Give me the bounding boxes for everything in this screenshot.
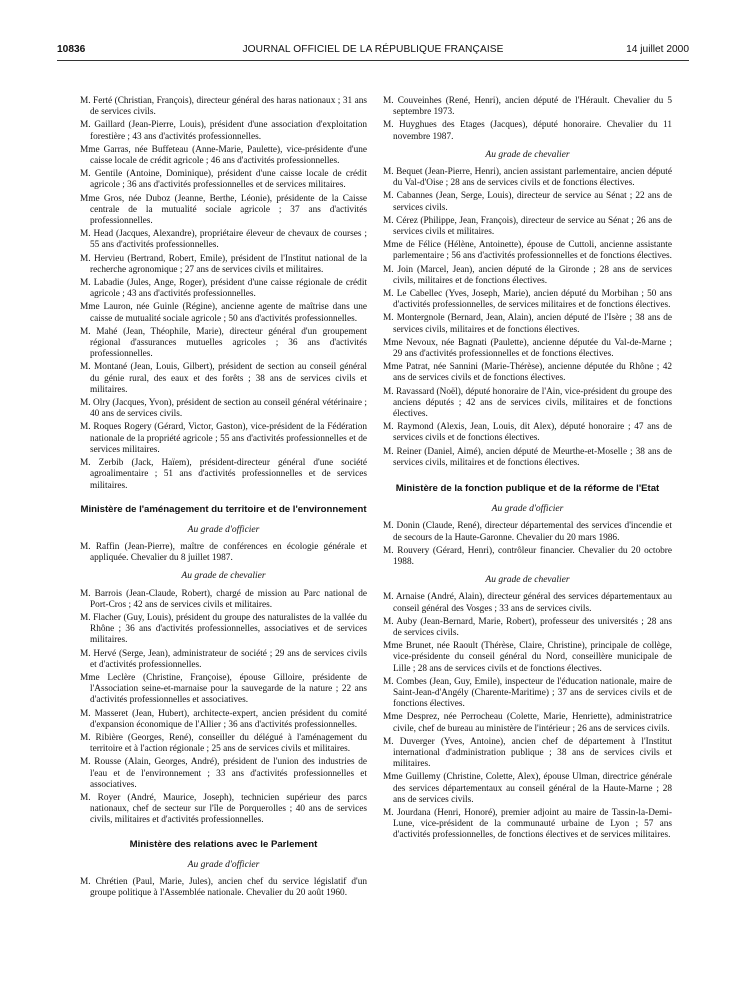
decoration-entry: M. Barrois (Jean-Claude, Robert), chargé de mission au Parc national de Port-Cros ; 42 ans de services civils et militaires. — [80, 588, 367, 610]
entry-list — [80, 542, 367, 564]
decoration-entry: M. Join (Marcel, Jean), ancien député de la Gironde ; 28 ans de services civils, militaires et de fonctions électives. — [383, 264, 672, 286]
decoration-entry: M. Royer (André, Maurice, Joseph), technicien supérieur des parcs nationaux, chef de secteur sur l'île de Porquerolles ; 40 ans de services civils, militaires et d'activités professionnelles. — [80, 792, 367, 826]
right-column — [383, 96, 672, 844]
decoration-entry: M. Le Cabellec (Yves, Joseph, Marie), ancien député du Morbihan ; 50 ans d'activités professionnelles, de services militaires et de fonctions électives. — [383, 289, 672, 311]
entry-list — [80, 877, 367, 899]
journal-title: JOURNAL OFFICIEL DE LA RÉPUBLIQUE FRANÇAISE — [242, 44, 504, 55]
decoration-entry: Mme Garras, née Buffeteau (Anne-Marie, Paulette), vice-présidente d'une caisse locale de crédit agricole ; 46 ans d'activités professionnelles. — [80, 144, 367, 167]
decoration-entry: M. Mahé (Jean, Théophile, Marie), directeur général d'un groupement régional d'assurances mutuelles agricoles ; 36 ans d'activités professionnelles. — [80, 326, 367, 360]
decoration-entry: Mme Guillemy (Christine, Colette, Alex), épouse Ulman, directrice générale des services départementaux au conseil général de la Haute-Marne ; 28 ans de services civils. — [383, 772, 672, 805]
decoration-entry: Mme Patrat, née Sannini (Marie-Thérèse), ancienne députée du Rhône ; 42 ans de services civils et de fonctions électives. — [383, 362, 672, 384]
entry-list — [383, 167, 672, 469]
decoration-entry: M. Hervieu (Bertrand, Robert, Emile), président de l'Institut national de la recherche agronomique ; 27 ans de services civils et militaires. — [80, 253, 367, 275]
decoration-entry: M. Bequet (Jean-Pierre, Henri), ancien assistant parlementaire, ancien député du Val-d'Oise ; 28 ans de services civils et de fonctions électives. — [383, 167, 672, 189]
decoration-entry: M. Hervé (Serge, Jean), administrateur de société ; 29 ans de services civils et d'activités professionnelles. — [80, 648, 367, 670]
page-header — [57, 44, 689, 60]
decoration-entry: M. Masseret (Jean, Hubert), architecte-expert, ancien président du comité d'expansion économique de l'Allier ; 36 ans d'activités professionnelles. — [80, 708, 367, 730]
decoration-entry: M. Huyghues des Etages (Jacques), député honoraire. Chevalier du 11 novembre 1987. — [383, 120, 672, 142]
decoration-entry: Mme Nevoux, née Bagnati (Paulette), ancienne députée du Val-de-Marne ; 29 ans d'activités professionnelles et de fonctions électives. — [383, 337, 672, 360]
decoration-entry: M. Zerbib (Jack, Haïem), président-directeur général d'une société agroalimentaire ; 51 ans d'activités professionnelles et de services militaires. — [80, 458, 367, 491]
ministry-heading: Ministère de la fonction publique et de la réforme de l'Etat — [395, 483, 660, 495]
decoration-entry: Mme de Félice (Hélène, Antoinette), épouse de Cuttoli, ancienne assistante parlementaire ; 56 ans d'activités professionnelles et de fonctions électives. — [383, 240, 672, 262]
decoration-entry: M. Raffin (Jean-Pierre), maître de conférences en écologie générale et appliquée. Chevalier du 8 juillet 1987. — [80, 541, 367, 564]
decoration-entry: M. Couveinhes (René, Henri), ancien député de l'Hérault. Chevalier du 5 septembre 1973. — [383, 96, 672, 118]
grade-heading: Au grade d'officier — [187, 859, 260, 870]
header-rule — [57, 60, 689, 61]
decoration-entry: M. Ribière (Georges, René), conseiller du délégué à l'aménagement du territoire et à l'action régionale ; 25 ans de services civils et militaires. — [80, 732, 367, 755]
decoration-entry: M. Reiner (Daniel, Aimé), ancien député de Meurthe-et-Moselle ; 38 ans de services civils, militaires et de fonctions électives. — [383, 446, 672, 468]
decoration-entry: M. Auby (Jean-Bernard, Marie, Robert), professeur des universités ; 28 ans de services civils. — [383, 616, 672, 638]
decoration-entry: M. Chrétien (Paul, Marie, Jules), ancien chef du service législatif d'un groupe politique à l'Assemblée nationale. Chevalier du 20 août 1960. — [80, 876, 367, 898]
grade-heading: Au grade de chevalier — [485, 149, 570, 160]
ministry-heading: Ministère de l'aménagement du territoire et de l'environnement — [80, 503, 367, 515]
decoration-entry: Mme Lauron, née Guinle (Régine), ancienne agente de maîtrise dans une caisse de mutualité sociale agricole ; 50 ans d'activités professionnelles. — [80, 302, 367, 324]
grade-heading: Au grade de chevalier — [485, 575, 570, 586]
decoration-entry: M. Gaillard (Jean-Pierre, Louis), président d'une association d'exploitation forestière ; 43 ans d'activités professionnelles. — [80, 120, 367, 142]
decoration-entry: M. Donin (Claude, René), directeur départemental des services d'incendie et de secours de la Haute-Garonne. Chevalier du 20 mars 1986. — [383, 521, 672, 543]
decoration-entry: M. Ferté (Christian, François), directeur général des haras nationaux ; 31 ans de services civils. — [80, 96, 367, 118]
entry-list — [383, 521, 672, 568]
grade-heading: Au grade de chevalier — [181, 571, 266, 582]
decoration-entry: M. Labadie (Jules, Ange, Roger), président d'une caisse régionale de crédit agricole ; 43 ans d'activités professionnelles. — [80, 278, 367, 300]
decoration-entry: M. Montané (Jean, Louis, Gilbert), président de section au conseil général du génie rural, des eaux et des forêts ; 38 ans de services civils et militaires. — [80, 362, 367, 395]
decoration-entry: M. Head (Jacques, Alexandre), propriétaire éleveur de chevaux de courses ; 55 ans d'activités professionnelles. — [80, 229, 367, 251]
entry-list — [383, 96, 672, 143]
decoration-entry: Mme Gros, née Duboz (Jeanne, Berthe, Léonie), présidente de la Caisse centrale de la mutualité sociale agricole ; 37 ans d'activités professionnelles. — [80, 193, 367, 227]
decoration-entry: M. Montergnole (Bernard, Jean, Alain), ancien député de l'Isère ; 38 ans de services civils, militaires et de fonctions électives. — [383, 313, 672, 335]
decoration-entry: M. Combes (Jean, Guy, Emile), inspecteur de l'éducation nationale, maire de Saint-Jean-d'Angély (Charente-Maritime) ; 37 ans de services civils et de fonctions électives. — [383, 676, 672, 710]
decoration-entry: M. Raymond (Alexis, Jean, Louis, dit Alex), député honoraire ; 47 ans de services civils et de fonctions électives. — [383, 422, 672, 444]
decoration-entry: M. Jourdana (Henri, Honoré), premier adjoint au maire de Tassin-la-Demi-Lune, vice-président de la communauté urbaine de Lyon ; 57 ans d'activités professionnelles, de fonctions électives et de services militaires. — [383, 807, 672, 841]
decoration-entry: M. Rouvery (Gérard, Henri), contrôleur financier. Chevalier du 20 octobre 1988. — [383, 545, 672, 567]
decoration-entry: Mme Desprez, née Perrocheau (Colette, Marie, Henriette), administratrice civile, chef de bureau au ministère de l'intérieur ; 26 ans de services civils. — [383, 712, 672, 734]
decoration-entry: M. Duverger (Yves, Antoine), ancien chef de département à l'Institut international d'administration publique ; 38 ans de services civils et militaires. — [383, 736, 672, 770]
decoration-entry: M. Arnaise (André, Alain), directeur général des services départementaux au conseil général des Vosges ; 33 ans de services civils. — [383, 592, 672, 614]
decoration-entry: M. Flacher (Guy, Louis), président du groupe des naturalistes de la vallée du Rhône ; 36 ans d'activités professionnelles, associatives et de services militaires. — [80, 612, 367, 646]
decoration-entry: M. Gentile (Antoine, Dominique), président d'une caisse locale de crédit agricole ; 36 ans d'activités professionnelles et de services militaires. — [80, 169, 367, 191]
decoration-entry: M. Ravassard (Noël), député honoraire de l'Ain, vice-président du groupe des anciens députés ; 42 ans de services civils, militaires et de fonctions électives. — [383, 386, 672, 420]
entry-list — [80, 589, 367, 827]
grade-heading: Au grade d'officier — [187, 524, 260, 535]
decoration-entry: M. Roques Rogery (Gérard, Victor, Gaston), vice-président de la Fédération nationale de la propriété agricole ; 55 ans d'activités professionnelles et de services militaires. — [80, 422, 367, 455]
issue-date: 14 juillet 2000 — [626, 44, 689, 55]
left-column — [80, 96, 367, 901]
decoration-entry: Mme Leclère (Christine, Françoise), épouse Gilloire, présidente de l'Association seine-et-marnaise pour la sauvegarde de la nature ; 22 ans d'activités professionnelles et associatives. — [80, 672, 367, 706]
page-number: 10836 — [57, 44, 86, 55]
entry-list — [383, 592, 672, 841]
decoration-entry: M. Cabannes (Jean, Serge, Louis), directeur de service au Sénat ; 22 ans de services civils. — [383, 191, 672, 213]
decoration-entry: M. Cérez (Philippe, Jean, François), directeur de service au Sénat ; 26 ans de services civils et militaires. — [383, 215, 672, 238]
decoration-entry: M. Olry (Jacques, Yvon), président de section au conseil général vétérinaire ; 40 ans de services civils. — [80, 398, 367, 420]
decoration-entry: M. Rousse (Alain, Georges, André), président de l'union des industries de l'eau et de l'environnement ; 33 ans d'activités professionnelles et associatives. — [80, 757, 367, 790]
decoration-entry: Mme Brunet, née Raoult (Thérèse, Claire, Christine), principale de collège, vice-présidente du conseil général du Nord, conseillère municipale de Lille ; 28 ans de services civils et de fonctions électives. — [383, 641, 672, 674]
entry-list — [80, 96, 367, 492]
grade-heading: Au grade d'officier — [491, 504, 564, 515]
ministry-heading: Ministère des relations avec le Parlement — [129, 838, 318, 850]
